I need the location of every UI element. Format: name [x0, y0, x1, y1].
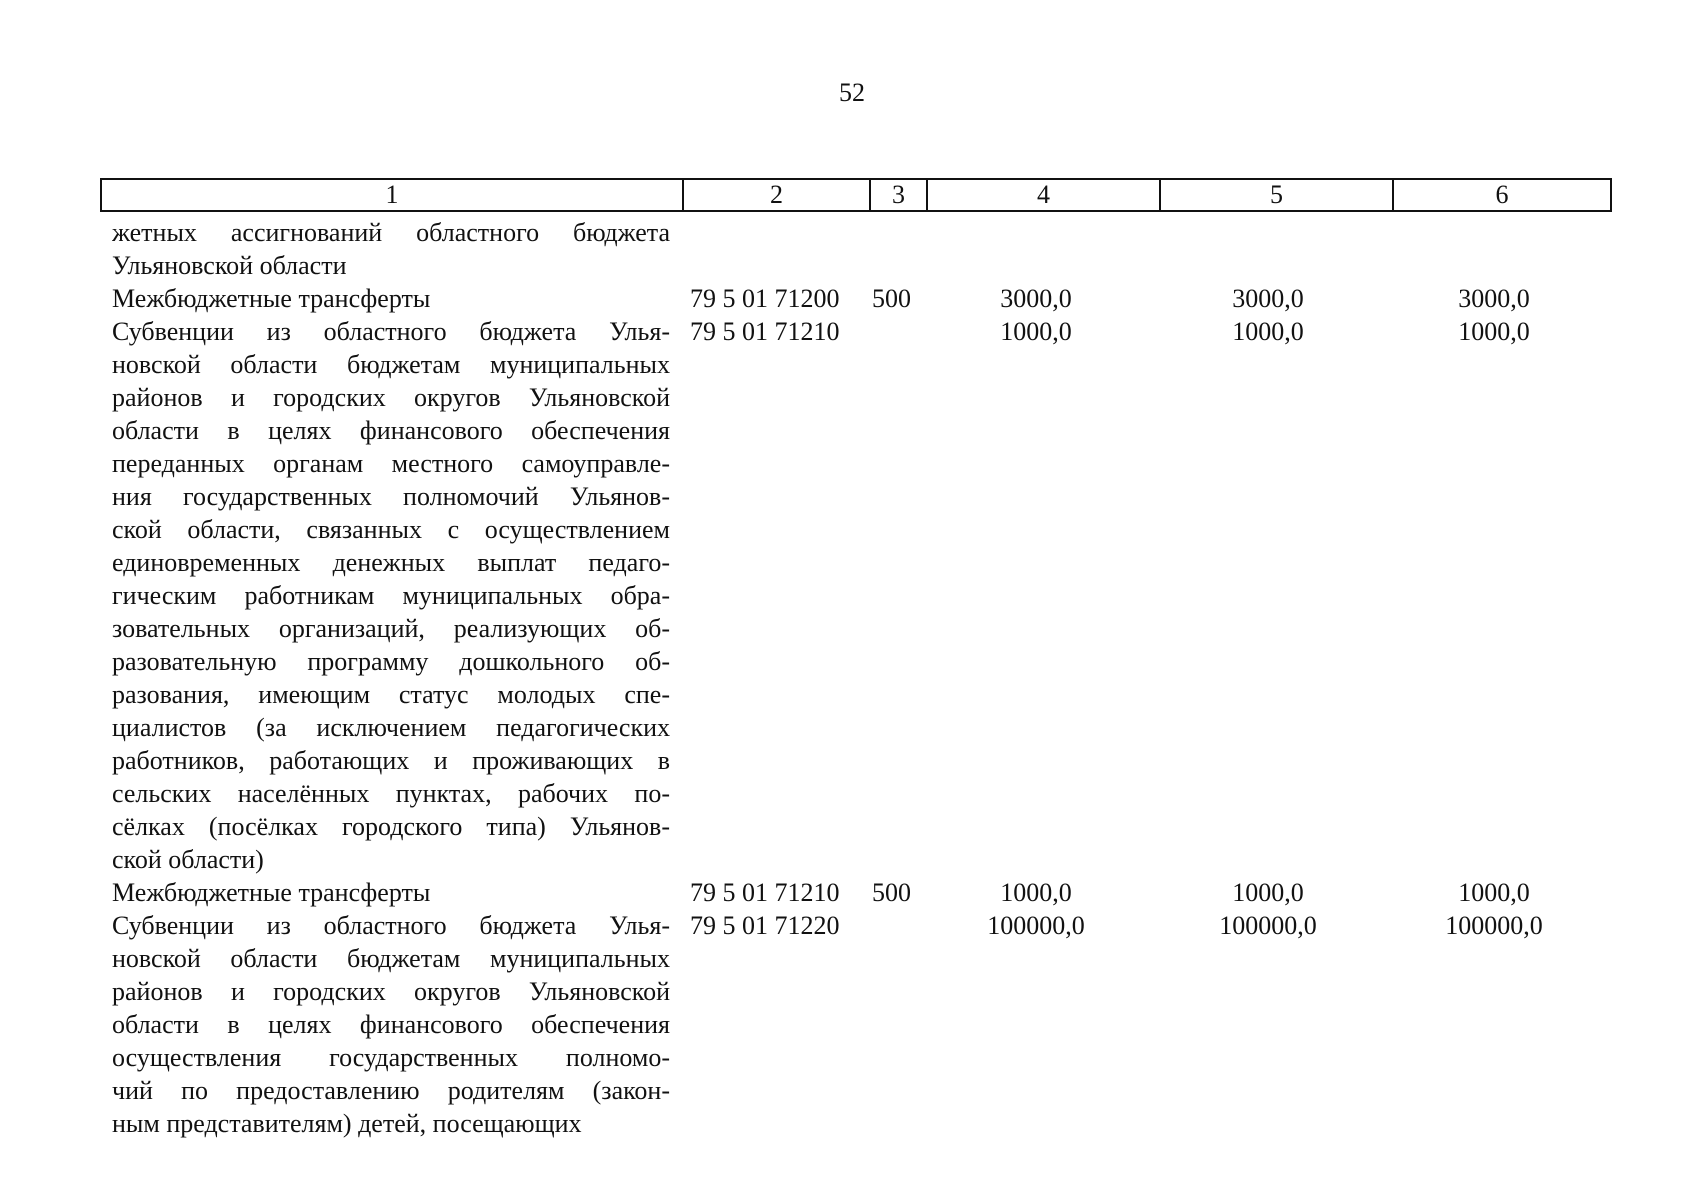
- row-code: 79 5 01 71210: [690, 878, 840, 907]
- row-description: [112, 315, 670, 876]
- row-value-col5: 100000,0: [1219, 911, 1317, 940]
- row-code: 79 5 01 71210: [690, 317, 840, 346]
- description-line: жетных ассигнований областного бюджета: [112, 218, 670, 247]
- row-value-col5: 1000,0: [1232, 878, 1304, 907]
- description-line: единовременных денежных выплат педаго-: [112, 548, 670, 577]
- description-line: ской области, связанных с осуществлением: [112, 515, 670, 544]
- row-value-col4: 3000,0: [1000, 284, 1072, 313]
- header-col-3: 3: [871, 180, 928, 210]
- description-line: сельских населённых пунктах, рабочих по-: [112, 779, 670, 808]
- description-line: Межбюджетные трансферты: [112, 878, 431, 907]
- row-code: 79 5 01 71200: [690, 284, 840, 313]
- description-line: чий по предоставлению родителям (закон-: [112, 1076, 670, 1105]
- row-expense-type: 500: [872, 284, 911, 313]
- page-number: 52: [839, 78, 865, 107]
- description-line: Субвенции из областного бюджета Улья-: [112, 317, 670, 346]
- table-row: [0, 216, 1704, 282]
- row-description: [112, 876, 670, 909]
- description-line: переданных органам местного самоуправле-: [112, 449, 670, 478]
- description-line: новской области бюджетам муниципальных: [112, 944, 670, 973]
- description-line: районов и городских округов Ульяновской: [112, 383, 670, 412]
- row-description: [112, 282, 670, 315]
- description-line: Ульяновской области: [112, 251, 347, 280]
- description-line: разовательную программу дошкольного об-: [112, 647, 670, 676]
- row-value-col6: 100000,0: [1445, 911, 1543, 940]
- description-line: циалистов (за исключением педагогических: [112, 713, 670, 742]
- description-line: ния государственных полномочий Ульянов-: [112, 482, 670, 511]
- row-value-col6: 1000,0: [1458, 317, 1530, 346]
- description-line: ным представителям) детей, посещающих: [112, 1109, 582, 1138]
- row-value-col6: 1000,0: [1458, 878, 1530, 907]
- row-description: [112, 909, 670, 1140]
- description-line: Субвенции из областного бюджета Улья-: [112, 911, 670, 940]
- description-line: гическим работникам муниципальных обра-: [112, 581, 670, 610]
- row-value-col5: 3000,0: [1232, 284, 1304, 313]
- table-row: [0, 909, 1704, 1140]
- description-line: области в целях финансового обеспечения: [112, 416, 670, 445]
- table-header: [100, 178, 1612, 212]
- description-line: Межбюджетные трансферты: [112, 284, 431, 313]
- description-line: зовательных организаций, реализующих об-: [112, 614, 670, 643]
- table-row: [0, 315, 1704, 876]
- description-line: ской области): [112, 845, 264, 874]
- row-value-col5: 1000,0: [1232, 317, 1304, 346]
- description-line: области в целях финансового обеспечения: [112, 1010, 670, 1039]
- description-line: новской области бюджетам муниципальных: [112, 350, 670, 379]
- row-value-col4: 100000,0: [987, 911, 1085, 940]
- row-value-col4: 1000,0: [1000, 878, 1072, 907]
- description-line: осуществления государственных полномо-: [112, 1043, 670, 1072]
- table-row: [0, 876, 1704, 909]
- description-line: разования, имеющим статус молодых спе-: [112, 680, 670, 709]
- row-description: [112, 216, 670, 282]
- description-line: районов и городских округов Ульяновской: [112, 977, 670, 1006]
- row-value-col6: 3000,0: [1458, 284, 1530, 313]
- header-col-2: 2: [684, 180, 871, 210]
- header-col-1: 1: [102, 180, 684, 210]
- row-code: 79 5 01 71220: [690, 911, 840, 940]
- table-row: [0, 282, 1704, 315]
- description-line: сёлках (посёлках городского типа) Ульянов-: [112, 812, 670, 841]
- row-expense-type: 500: [872, 878, 911, 907]
- header-col-5: 5: [1161, 180, 1394, 210]
- table-body: [0, 216, 1704, 1140]
- description-line: работников, работающих и проживающих в: [112, 746, 670, 775]
- header-col-4: 4: [928, 180, 1161, 210]
- header-col-6: 6: [1495, 180, 1509, 209]
- row-value-col4: 1000,0: [1000, 317, 1072, 346]
